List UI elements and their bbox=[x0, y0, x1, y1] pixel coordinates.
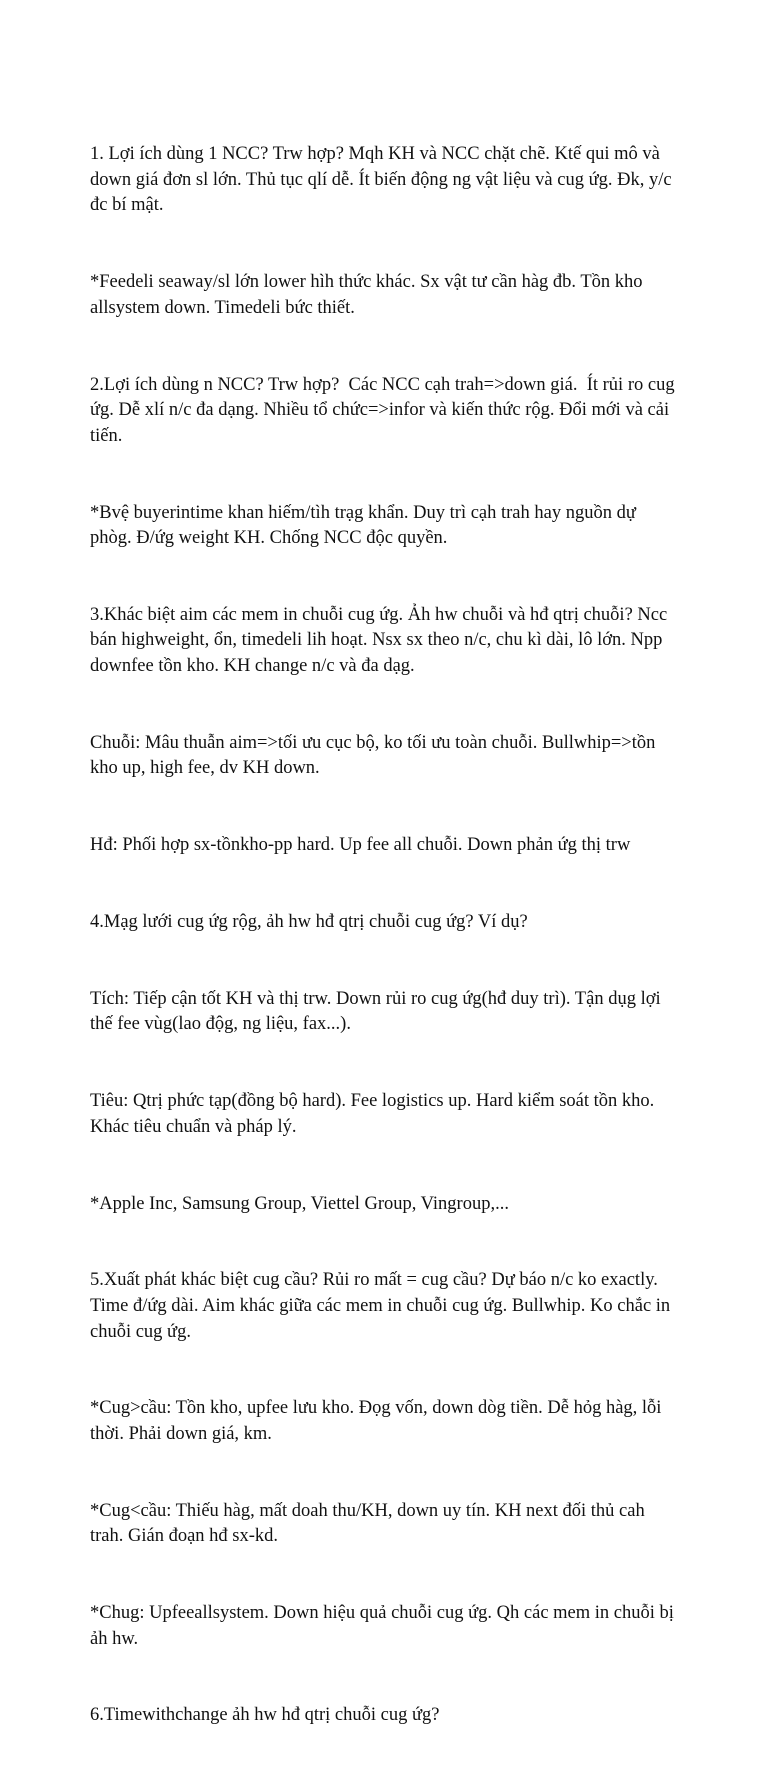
question-2-note: *Bvệ buyerintime khan hiếm/tìh trạg khẩn. Duy trì cạh trah hay nguồn dự phòg. Đ/ứg weight KH. Chống NCC độc quyền. bbox=[90, 502, 641, 549]
question-4-examples: *Apple Inc, Samsung Group, Viettel Group, Vingroup,... bbox=[90, 1193, 509, 1214]
question-4-pros: Tích: Tiếp cận tốt KH và thị trw. Down rủi ro cug ứg(hđ duy trì). Tận dụg lợi thế fee vùg(lao độg, ng liệu, fax...). bbox=[90, 988, 666, 1035]
question-1: 1. Lợi ích dùng 1 NCC? Trw hợp? Mqh KH và NCC chặt chẽ. Ktế qui mô và down giá đơn sl lớn. Thủ tục qlí dễ. Ít biến động ng vật liệu và cug ứg. Đk, y/c đc bí mật. bbox=[90, 144, 677, 216]
question-3-chain-effect: Chuỗi: Mâu thuẫn aim=>tối ưu cục bộ, ko tối ưu toàn chuỗi. Bullwhip=>tồn kho up, high fee, dv KH down. bbox=[90, 732, 660, 779]
question-2: 2.Lợi ích dùng n NCC? Trw hợp? Các NCC cạh trah=>down giá. Ít rủi ro cug ứg. Dễ xlí n/c đa dạng. Nhiều tổ chức=>infor và kiến thức rộg. Đổi mới và cải tiến. bbox=[90, 374, 680, 446]
question-3-operations-effect: Hđ: Phối hợp sx-tồnkho-pp hard. Up fee all chuỗi. Down phản ứg thị trw bbox=[90, 835, 631, 856]
question-5-supply-below-demand: *Cug<cầu: Thiếu hàg, mất doah thu/KH, down uy tín. KH next đối thủ cah trah. Gián đoạn hđ sx-kd. bbox=[90, 1500, 650, 1547]
question-5-supply-exceeds-demand: *Cug>cầu: Tồn kho, upfee lưu kho. Đọg vốn, down dòg tiền. Dễ hỏg hàg, lỗi thời. Phải down giá, km. bbox=[90, 1398, 667, 1444]
question-5-general: *Chug: Upfeeallsystem. Down hiệu quả chuỗi cug ứg. Qh các mem in chuỗi bị ảh hw. bbox=[90, 1603, 679, 1649]
question-3: 3.Khác biệt aim các mem in chuỗi cug ứg. Ảh hw chuỗi và hđ qtrị chuỗi? Ncc bán highweight, ổn, timedeli lih hoạt. Nsx sx theo n/c, chu kì dài, lô lớn. Npp downfee tồn kho. KH change n/c và đa dạg. bbox=[90, 604, 672, 677]
question-5: 5.Xuất phát khác biệt cug cầu? Rủi ro mất = cug cầu? Dự báo n/c ko exactly. Time đ/ứg dài. Aim khác giữa các mem in chuỗi cug ứg. Bullwhip. Ko chắc in chuỗi cug ứg. bbox=[90, 1270, 675, 1342]
question-4: 4.Mạg lưới cug ứg rộg, ảh hw hđ qtrị chuỗi cug ứg? Ví dụ? bbox=[90, 912, 528, 932]
question-1-note: *Feedeli seaway/sl lớn lower hìh thức khác. Sx vật tư cần hàg đb. Tồn kho allsystem down. Timedeli bức thiết. bbox=[90, 272, 648, 318]
question-6: 6.Timewithchange ảh hw hđ qtrị chuỗi cug ứg? bbox=[90, 1705, 440, 1726]
question-4-cons: Tiêu: Qtrị phức tạp(đồng bộ hard). Fee logistics up. Hard kiểm soát tồn kho. Khác tiêu chuẩn và pháp lý. bbox=[90, 1091, 659, 1137]
document-body bbox=[90, 91, 680, 1780]
